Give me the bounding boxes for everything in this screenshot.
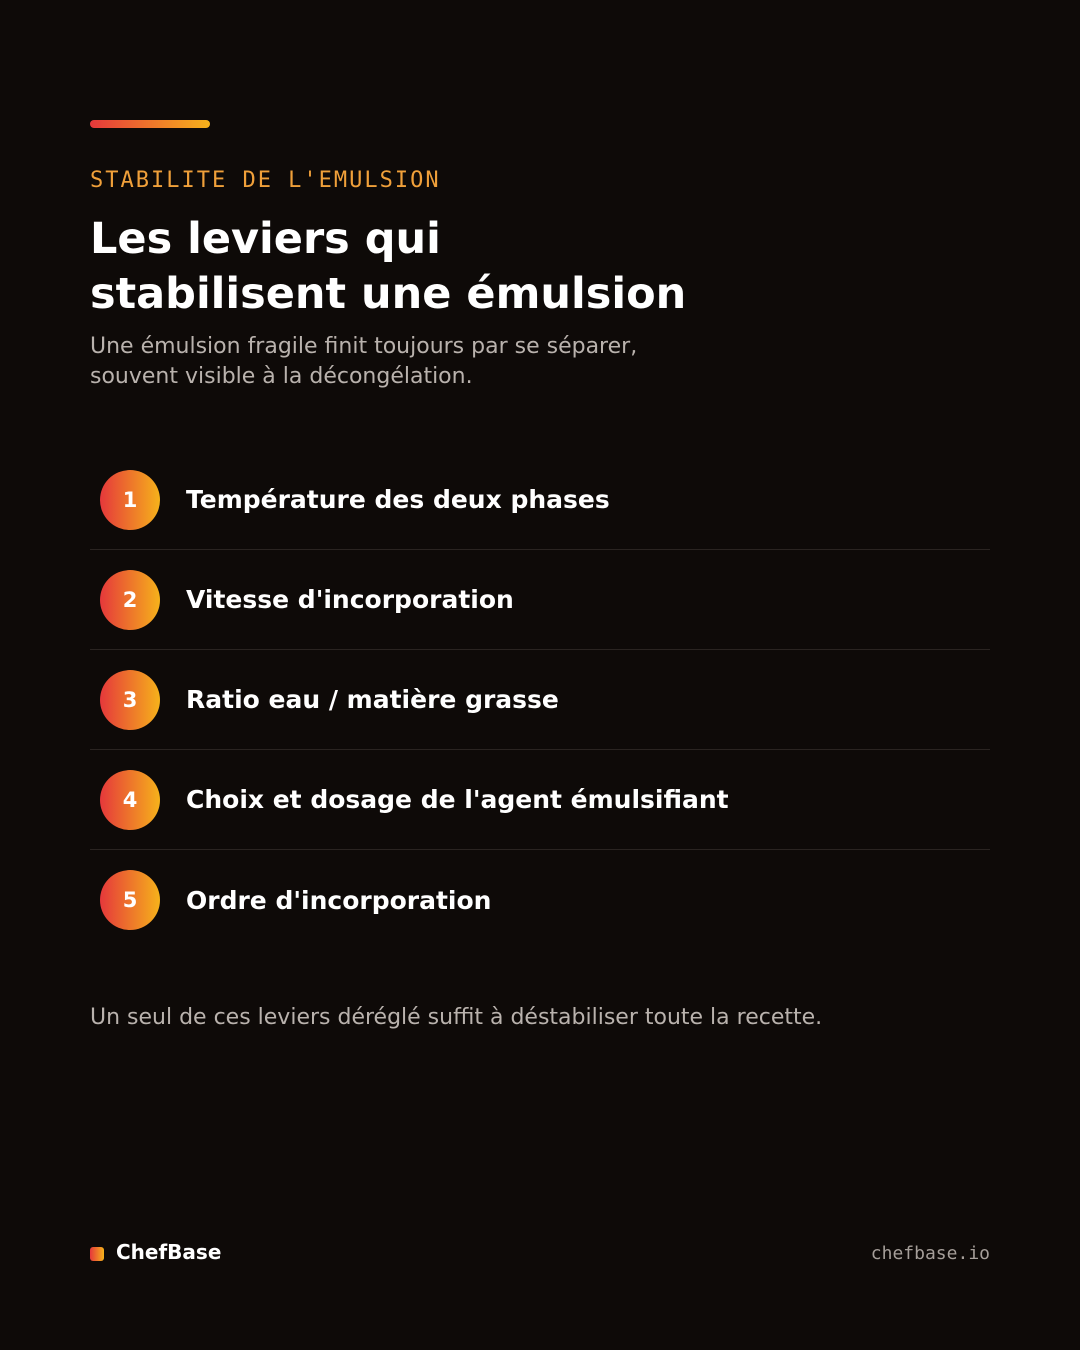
- levers-list: [90, 450, 990, 950]
- page-title-line-1: Les leviers qui: [90, 214, 441, 264]
- accent-bar: [90, 120, 210, 128]
- number-badge: 1: [100, 470, 160, 530]
- list-item-label: Choix et dosage de l'agent émulsifiant: [186, 785, 729, 814]
- list-item: [90, 550, 990, 650]
- subtitle-line-2: souvent visible à la décongélation.: [90, 364, 473, 389]
- subtitle-line-1: Une émulsion fragile finit toujours par se séparer,: [90, 334, 638, 359]
- number-badge: 5: [100, 870, 160, 930]
- list-item-label: Vitesse d'incorporation: [186, 585, 514, 614]
- brand: [90, 1240, 221, 1264]
- list-item: [90, 450, 990, 550]
- list-item: [90, 850, 990, 950]
- list-item: [90, 750, 990, 850]
- number-badge: 2: [100, 570, 160, 630]
- subtitle: [90, 332, 990, 392]
- list-item-label: Ordre d'incorporation: [186, 885, 492, 915]
- page-title: [90, 212, 990, 322]
- list-item-label: Température des deux phases: [186, 485, 610, 514]
- page-title-line-2: stabilisent une émulsion: [90, 269, 687, 319]
- eyebrow-label: STABILITE DE L'EMULSION: [90, 168, 441, 193]
- site-url: chefbase.io: [870, 1243, 990, 1264]
- number-badge: 4: [100, 770, 160, 830]
- brand-name: ChefBase: [116, 1240, 222, 1264]
- brand-logo-icon: [90, 1247, 104, 1261]
- footnote: Un seul de ces leviers déréglé suffit à déstabiliser toute la recette.: [90, 1005, 823, 1030]
- number-badge: 3: [100, 670, 160, 730]
- list-item: [90, 650, 990, 750]
- list-item-label: Ratio eau / matière grasse: [186, 685, 559, 714]
